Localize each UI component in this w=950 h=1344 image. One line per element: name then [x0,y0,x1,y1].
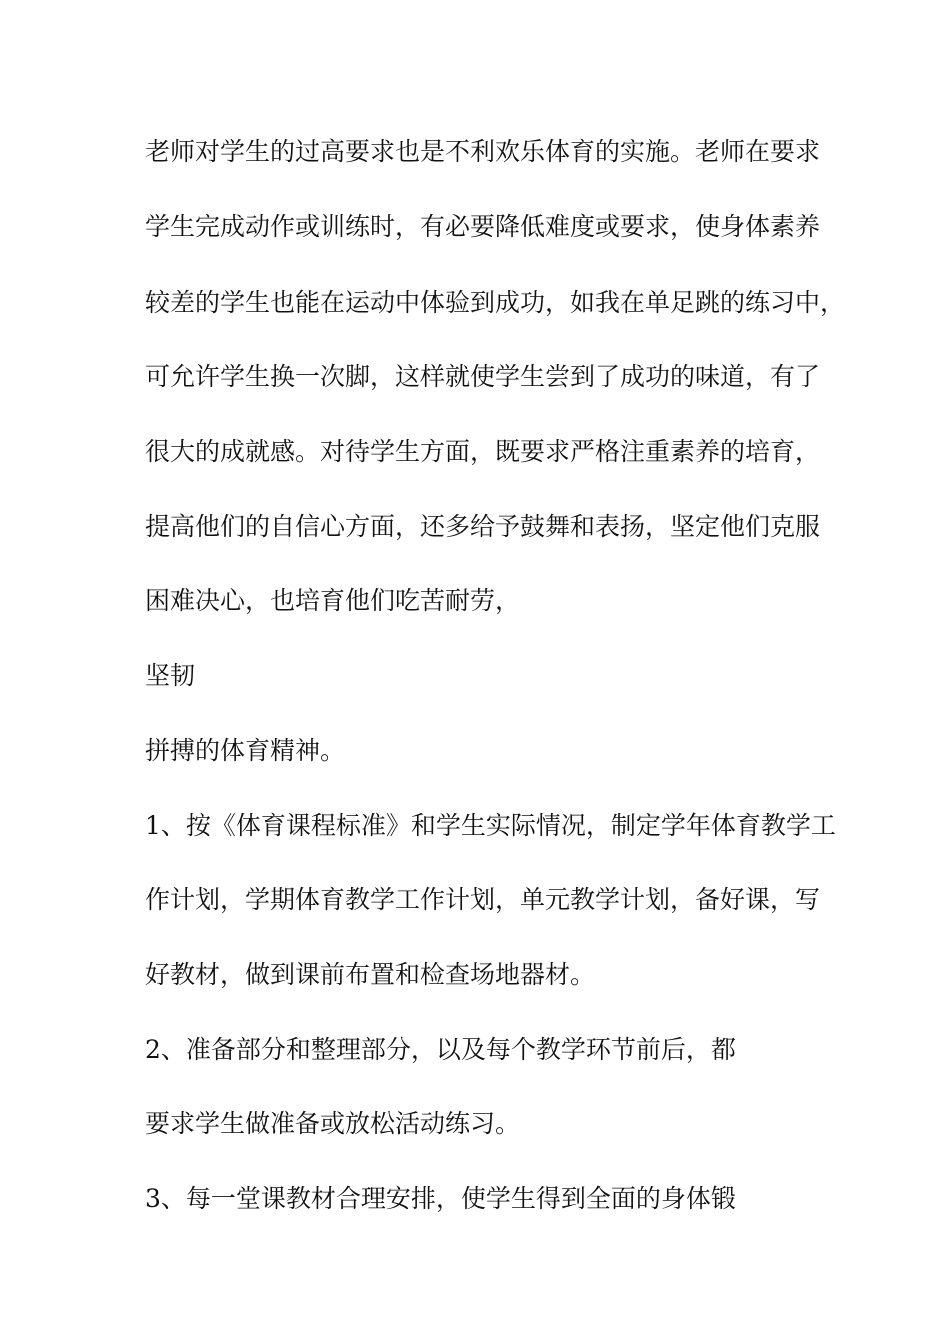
paragraph-line: 提高他们的自信心方面，还多给予鼓舞和表扬，坚定他们克服 [145,512,821,541]
paragraph-line: 困难决心，也培育他们吃苦耐劳， [145,586,521,615]
paragraph-line: 坚韧 [145,661,196,690]
paragraph-line: 很大的成就感。对待学生方面，既要求严格注重素养的培育， [145,437,821,466]
paragraph-line: 学生完成动作或训练时，有必要降低难度或要求，使身体素养 [145,212,821,241]
paragraph-line: 拼搏的体育精神。 [145,736,346,765]
paragraph-line: 老师对学生的过高要求也是不利欢乐体育的实施。老师在要求 [145,137,821,166]
paragraph-line: 较差的学生也能在运动中体验到成功，如我在单足跳的练习中， [145,288,846,317]
paragraph-line: 可允许学生换一次脚，这样就使学生尝到了成功的味道，有了 [145,362,821,391]
list-item-2-line: 2、准备部分和整理部分，以及每个教学环节前后，都 [145,1035,736,1064]
list-item-2-line: 要求学生做准备或放松活动练习。 [145,1109,521,1138]
list-item-1-line: 1、按《体育课程标准》和学生实际情况，制定学年体育教学工 [145,811,836,840]
list-item-1-line: 好教材，做到课前布置和检查场地器材。 [145,960,596,989]
list-item-1-line: 作计划，学期体育教学工作计划，单元教学计划，备好课，写 [145,885,821,914]
list-item-3-line: 3、每一堂课教材合理安排，使学生得到全面的身体锻 [145,1184,736,1213]
